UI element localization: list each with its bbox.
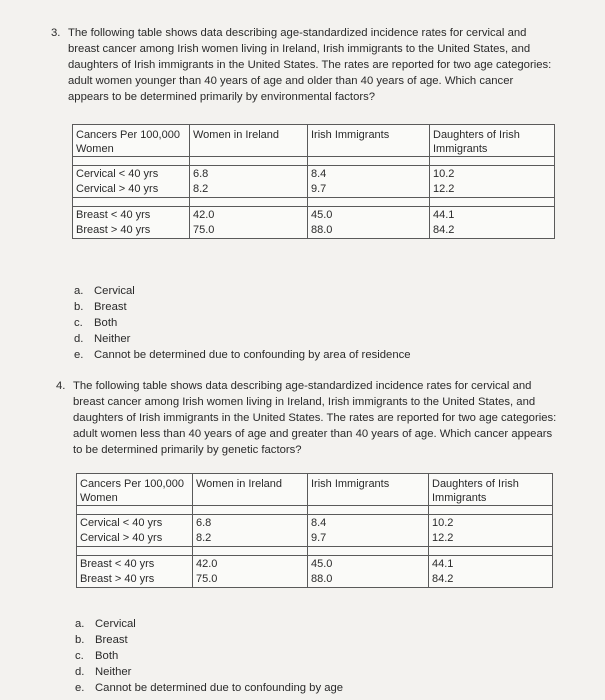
value-cell [190, 166, 308, 198]
option-letter: a. [74, 285, 84, 297]
row-label: Breast < 40 yrs [76, 209, 151, 221]
table-header-row [77, 474, 553, 506]
answer-option-c[interactable] [75, 648, 343, 664]
question-number: 3. [51, 27, 61, 39]
row-label: Breast < 40 yrs [80, 558, 155, 570]
value: 10.2 [432, 517, 454, 529]
value: 8.4 [311, 517, 327, 529]
value: 84.2 [432, 573, 454, 585]
header-cell: Cancers Per 100,000 Women [77, 474, 193, 506]
table-row [77, 515, 553, 547]
value: 75.0 [193, 224, 215, 236]
value-cell [429, 556, 553, 588]
value: 45.0 [311, 558, 333, 570]
answer-option-e[interactable] [74, 347, 411, 363]
answer-option-b[interactable] [74, 299, 411, 315]
question-3 [51, 25, 571, 125]
option-text: Cannot be determined due to confounding by area of residence [94, 349, 411, 361]
row-label: Cervical > 40 yrs [80, 532, 163, 544]
value: 12.2 [433, 183, 455, 195]
value-cell [193, 515, 308, 547]
value: 10.2 [433, 168, 455, 180]
table-row [73, 207, 555, 239]
answer-option-b[interactable] [75, 632, 343, 648]
option-text: Cervical [95, 618, 136, 630]
value: 12.2 [432, 532, 454, 544]
value: 88.0 [311, 573, 333, 585]
answer-option-a[interactable] [74, 283, 411, 299]
row-label-cell [73, 207, 190, 239]
value: 75.0 [196, 573, 218, 585]
option-text: Both [95, 650, 119, 662]
header-cell: Cancers Per 100,000 Women [73, 125, 190, 157]
value: 8.2 [196, 532, 212, 544]
value: 8.2 [193, 183, 209, 195]
value-cell [430, 207, 555, 239]
incidence-table-q4 [76, 473, 553, 588]
option-text: Breast [94, 301, 127, 313]
value-cell [430, 166, 555, 198]
header-cell: Irish Immigrants [308, 125, 430, 157]
question-4 [56, 378, 576, 478]
option-letter: a. [75, 618, 85, 630]
row-label: Cervical < 40 yrs [80, 517, 163, 529]
value: 6.8 [196, 517, 212, 529]
value-cell [308, 556, 429, 588]
row-label: Cervical < 40 yrs [76, 168, 159, 180]
answer-option-a[interactable] [75, 616, 343, 632]
option-letter: e. [75, 682, 85, 694]
question-text: The following table shows data describing age-standardized incidence rates for cervical and breast cancer among Irish women living in Ireland, Irish immigrants to the United States, and daughters of Irish immigrants in the United States. The rates are reported for two age categories: adult women less than 40 years of age and greater than 40 years of age. Which cancer appears to be determined primarily by genetic factors? [73, 380, 557, 456]
value: 45.0 [311, 209, 333, 221]
option-text: Neither [94, 333, 131, 345]
header-cell: Irish Immigrants [308, 474, 429, 506]
row-label-cell [73, 166, 190, 198]
option-letter: d. [75, 666, 85, 678]
value-cell [308, 166, 430, 198]
header-cell: Women in Ireland [193, 474, 308, 506]
row-label: Cervical > 40 yrs [76, 183, 159, 195]
value: 42.0 [193, 209, 215, 221]
option-letter: d. [74, 333, 84, 345]
option-text: Cannot be determined due to confounding by age [95, 682, 344, 694]
header-cell: Daughters of Irish Immigrants [430, 125, 555, 157]
value: 6.8 [193, 168, 209, 180]
answer-option-d[interactable] [75, 664, 343, 680]
value: 44.1 [432, 558, 454, 570]
value: 9.7 [311, 183, 327, 195]
table-header-row [73, 125, 555, 157]
answer-option-c[interactable] [74, 315, 411, 331]
option-letter: c. [75, 650, 84, 662]
option-letter: e. [74, 349, 84, 361]
header-cell: Women in Ireland [190, 125, 308, 157]
row-label: Breast > 40 yrs [80, 573, 155, 585]
value: 84.2 [433, 224, 455, 236]
option-text: Cervical [94, 285, 135, 297]
table-row [73, 166, 555, 198]
answer-options-q4 [75, 616, 343, 696]
option-letter: b. [74, 301, 84, 313]
option-text: Neither [95, 666, 132, 678]
question-number: 4. [56, 380, 66, 392]
option-letter: b. [75, 634, 85, 646]
value: 44.1 [433, 209, 455, 221]
value-cell [308, 207, 430, 239]
answer-options-q3 [74, 283, 411, 363]
answer-option-d[interactable] [74, 331, 411, 347]
value: 9.7 [311, 532, 327, 544]
question-text: The following table shows data describing age-standardized incidence rates for cervical and breast cancer among Irish women living in Ireland, Irish immigrants to the United States, and daughters of Irish immigrants in the United States. The rates are reported for two age categories: adult women younger than 40 years of age and older than 40 years of age. Which cancer appears to be determined primarily by environmental factors? [68, 27, 552, 103]
value: 8.4 [311, 168, 327, 180]
value-cell [190, 207, 308, 239]
row-label-cell [77, 515, 193, 547]
header-cell: Daughters of Irish Immigrants [429, 474, 553, 506]
row-label-cell [77, 556, 193, 588]
option-text: Both [94, 317, 118, 329]
value-cell [308, 515, 429, 547]
value: 88.0 [311, 224, 333, 236]
incidence-table-q3 [72, 124, 555, 239]
option-letter: c. [74, 317, 83, 329]
value-cell [429, 515, 553, 547]
row-label: Breast > 40 yrs [76, 224, 151, 236]
option-text: Breast [95, 634, 128, 646]
value: 42.0 [196, 558, 218, 570]
value-cell [193, 556, 308, 588]
table-row [77, 556, 553, 588]
answer-option-e[interactable] [75, 680, 343, 696]
